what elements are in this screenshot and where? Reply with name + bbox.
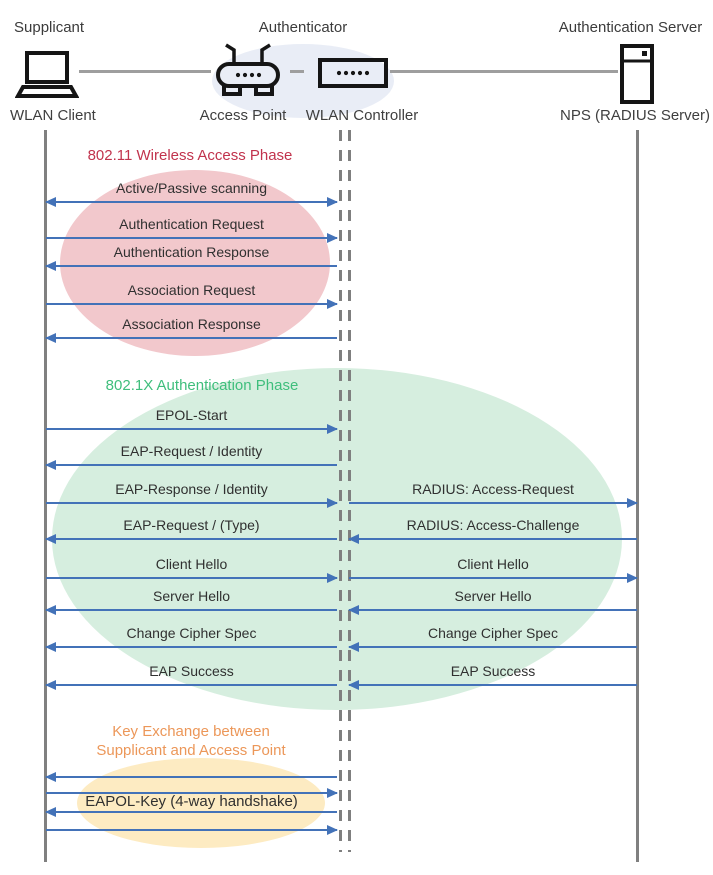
- message-label: EAP-Response / Identity: [115, 481, 268, 497]
- message-label: RADIUS: Access-Request: [412, 481, 574, 497]
- message-label: Authentication Request: [119, 216, 264, 232]
- connector-ap-controller: [290, 70, 304, 73]
- connector-controller-server: [390, 70, 618, 73]
- message-arrow: [46, 684, 337, 686]
- message-arrow: [46, 265, 337, 267]
- message-arrow: [46, 577, 337, 579]
- message-label: EPOL-Start: [155, 407, 228, 423]
- message-arrow: [46, 464, 337, 466]
- message-label: Authentication Response: [113, 244, 270, 260]
- message-label: Active/Passive scanning: [116, 180, 267, 196]
- laptop-icon: [15, 50, 79, 100]
- role-label-supplicant: Supplicant: [14, 19, 85, 36]
- device-label-wlan-client: WLAN Client: [10, 107, 96, 124]
- message-arrow: [349, 684, 637, 686]
- message-arrow: [46, 502, 337, 504]
- server-icon: [620, 44, 654, 104]
- message-arrow: [46, 609, 337, 611]
- message-arrow: [349, 538, 637, 540]
- controller-lifeline-left: [339, 130, 342, 852]
- message-label: Association Request: [127, 282, 256, 298]
- message-arrow: [46, 201, 337, 203]
- message-arrow: [46, 337, 337, 339]
- message-arrow: [46, 829, 337, 831]
- message-label: Client Hello: [155, 556, 228, 572]
- device-label-access-point: Access Point: [199, 107, 287, 124]
- message-arrow: [349, 609, 637, 611]
- phase3-title: [60, 722, 322, 760]
- phase2-title: 802.1X Authentication Phase: [105, 377, 299, 394]
- message-label: EAP-Request / Identity: [120, 443, 263, 459]
- message-label: Change Cipher Spec: [126, 625, 257, 641]
- message-arrow: [349, 502, 637, 504]
- message-label: Association Response: [122, 316, 261, 332]
- message-arrow: [46, 237, 337, 239]
- device-label-wlan-controller: WLAN Controller: [305, 107, 419, 124]
- connector-client-ap: [79, 70, 211, 73]
- message-arrow: [46, 776, 337, 778]
- message-label: Server Hello: [152, 588, 231, 604]
- message-label: Client Hello: [457, 556, 529, 572]
- message-label: Server Hello: [454, 588, 532, 604]
- message-arrow: [46, 646, 337, 648]
- message-arrow: [46, 538, 337, 540]
- message-arrow: [349, 646, 637, 648]
- message-label: RADIUS: Access-Challenge: [406, 517, 580, 533]
- message-arrow: [46, 303, 337, 305]
- message-label: EAP Success: [149, 663, 234, 679]
- access-point-icon: [210, 42, 286, 102]
- role-label-authenticator: Authenticator: [258, 19, 348, 36]
- message-label: EAP-Request / (Type): [123, 517, 260, 533]
- message-arrow: [46, 428, 337, 430]
- message-arrow: [46, 811, 337, 813]
- phase3-title-line1: Key Exchange between: [112, 723, 270, 740]
- message-label: Change Cipher Spec: [428, 625, 558, 641]
- role-label-authentication-server: Authentication Server: [558, 19, 703, 36]
- wlan-controller-icon: [318, 58, 388, 88]
- message-label: EAP Success: [450, 663, 536, 679]
- phase3-title-line2: Supplicant and Access Point: [96, 742, 286, 759]
- device-label-nps-radius-server: NPS (RADIUS Server): [559, 107, 711, 124]
- phase1-title: 802.11 Wireless Access Phase: [87, 147, 293, 164]
- message-label: EAPOL-Key (4-way handshake): [85, 793, 298, 810]
- message-arrow: [349, 577, 637, 579]
